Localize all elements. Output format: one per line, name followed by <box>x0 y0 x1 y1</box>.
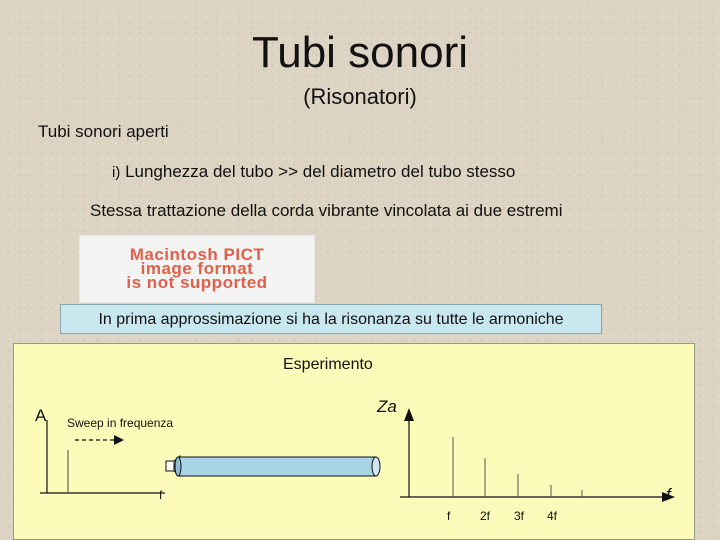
speaker-icon <box>166 461 174 471</box>
harmonic-label-2f: 2f <box>480 509 491 523</box>
pict-line-2: image format <box>140 259 254 278</box>
tube-body <box>178 457 376 476</box>
experiment-label: Esperimento <box>283 356 373 373</box>
pict-line-1: Macintosh PICT <box>129 245 265 264</box>
tube-left-end <box>175 457 181 476</box>
harmonic-label-f: f <box>447 509 451 523</box>
za-axis-arrow-icon <box>404 408 414 421</box>
bullet-text: Lunghezza del tubo >> del diametro del tubo stesso <box>125 162 516 181</box>
harmonic-label-3f: 3f <box>514 509 525 523</box>
highlight-box: In prima approssimazione si ha la risonanza su tutte le armoniche <box>60 304 602 334</box>
pict-line-3: is not supported <box>126 273 268 292</box>
slide-subtitle: (Risonatori) <box>303 84 417 109</box>
impedance-axis-label: Za <box>377 397 397 416</box>
left-frequency-label: f <box>159 488 163 502</box>
amplitude-axis-label: A <box>35 406 47 425</box>
slide-title: Tubi sonori <box>251 28 469 77</box>
sweep-arrow-icon <box>114 435 124 445</box>
section-heading: Tubi sonori aperti <box>38 122 169 141</box>
bullet-number: i) <box>112 164 121 181</box>
harmonic-label-4f: 4f <box>547 509 558 523</box>
trattazione-text: Stessa trattazione della corda vibrante vincolata ai due estremi <box>90 201 563 220</box>
right-frequency-label: f <box>666 485 671 504</box>
sweep-label: Sweep in frequenza <box>67 416 174 430</box>
tube-right-end <box>372 457 380 476</box>
